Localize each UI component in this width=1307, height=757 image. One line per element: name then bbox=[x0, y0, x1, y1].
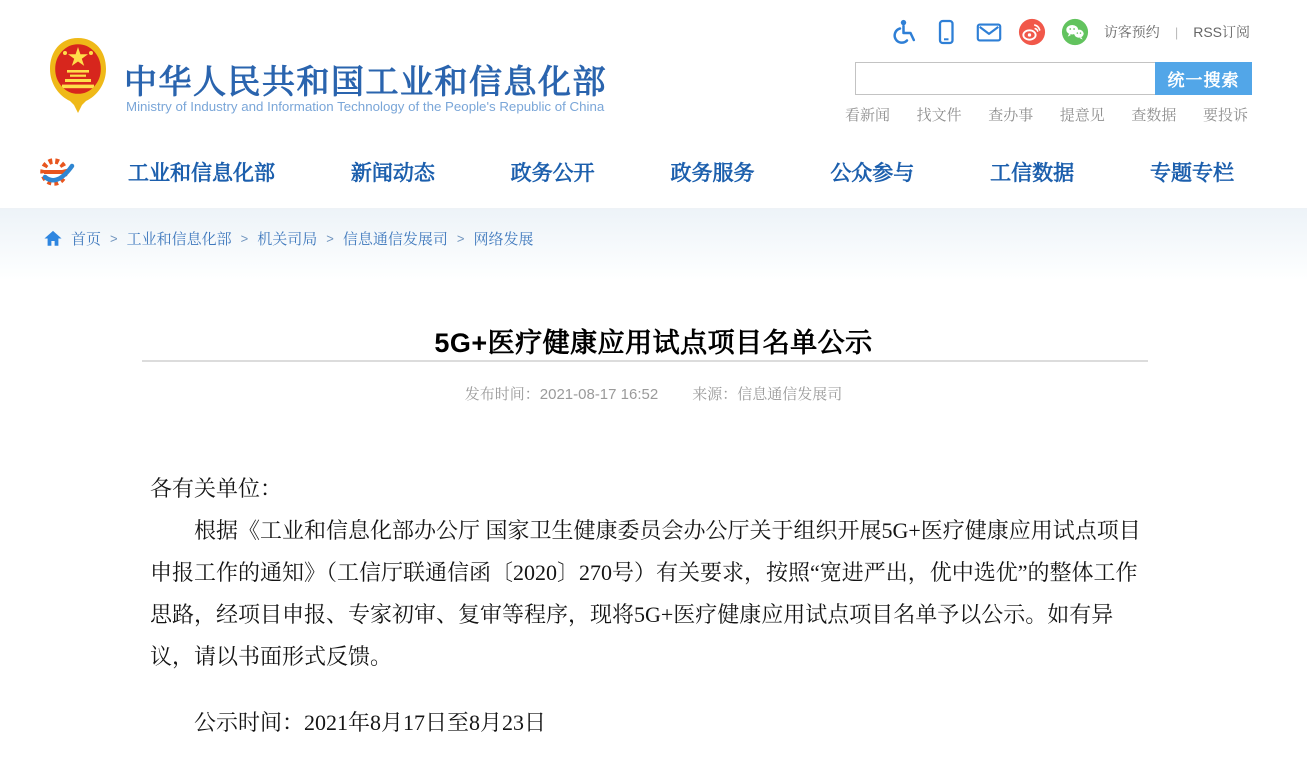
breadcrumb bbox=[44, 228, 533, 249]
breadcrumb-network-development[interactable]: 网络发展 bbox=[473, 231, 534, 248]
visitor-appointment-link[interactable]: 访客预约 bbox=[1103, 24, 1160, 40]
quick-link-news[interactable]: 看新闻 bbox=[845, 107, 891, 124]
search-input[interactable] bbox=[855, 62, 1155, 95]
main-nav bbox=[0, 135, 1307, 209]
article-paragraph-publicity-period: 公示时间：2021年8月17日至8月23日 bbox=[194, 710, 547, 735]
publish-time-label: 发布时间： bbox=[464, 386, 540, 403]
article-paragraph-main: 根据《工业和信息化部办公厅 国家卫生健康委员会办公厅关于组织开展5G+医疗健康应用试点项目申报工作的通知》（工信厅联通信函〔2020〕270号）有关要求，按照“宽进严出，优中选优”的整体工作思路，经项目申报、专家初审、复审等程序，现将5G+医疗健康应用试点项目名单予以公示。如有异议，请以书面形式反馈。 bbox=[150, 518, 1141, 669]
quick-link-suggestions[interactable]: 提意见 bbox=[1059, 107, 1105, 124]
source-value: 信息通信发展司 bbox=[737, 386, 843, 403]
home-icon[interactable] bbox=[44, 230, 62, 247]
search-bar bbox=[855, 62, 1252, 95]
breadcrumb-separator: > bbox=[326, 231, 334, 246]
top-links-divider: | bbox=[1174, 24, 1179, 40]
quick-link-data[interactable]: 查数据 bbox=[1131, 107, 1177, 124]
national-emblem-logo[interactable] bbox=[46, 36, 110, 116]
accessibility-icon[interactable] bbox=[889, 18, 917, 46]
article-title: 5G+医疗健康应用试点项目名单公示 bbox=[434, 328, 873, 359]
mobile-icon[interactable] bbox=[932, 18, 960, 46]
nav-links bbox=[128, 135, 1234, 208]
breadcrumb-info-comm-dept[interactable]: 信息通信发展司 bbox=[342, 231, 448, 248]
article-source bbox=[692, 386, 842, 403]
nav-item-public-participation[interactable]: 公众参与 bbox=[830, 161, 915, 185]
article-body bbox=[150, 468, 1153, 744]
nav-item-special-topics[interactable]: 专题专栏 bbox=[1149, 161, 1234, 185]
nav-item-gov-services[interactable]: 政务服务 bbox=[670, 161, 755, 185]
miit-e-logo-icon bbox=[36, 151, 78, 193]
header-utility-row bbox=[889, 18, 1250, 46]
site-title: 中华人民共和国工业和信息化部 bbox=[124, 63, 607, 100]
article-meta bbox=[0, 383, 1307, 404]
unified-search-button[interactable]: 统一搜索 bbox=[1155, 62, 1252, 95]
source-label: 来源： bbox=[692, 386, 738, 403]
title-divider bbox=[142, 360, 1148, 362]
publish-time-value: 2021-08-17 16:52 bbox=[539, 386, 659, 403]
breadcrumb-home[interactable]: 首页 bbox=[71, 231, 102, 248]
nav-item-miit-data[interactable]: 工信数据 bbox=[990, 161, 1075, 185]
site-header bbox=[0, 0, 1307, 135]
weibo-icon[interactable] bbox=[1018, 18, 1046, 46]
publish-time bbox=[465, 386, 658, 403]
quick-link-services[interactable]: 查办事 bbox=[988, 107, 1034, 124]
site-subtitle-english: Ministry of Industry and Information Technology of the People's Republic of China bbox=[126, 99, 605, 114]
rss-subscribe-link[interactable]: RSS订阅 bbox=[1193, 24, 1250, 40]
nav-item-gov-disclosure[interactable]: 政务公开 bbox=[510, 161, 595, 185]
article-paragraph-salutation: 各有关单位： bbox=[150, 476, 283, 501]
wechat-icon[interactable] bbox=[1061, 18, 1089, 46]
national-emblem-icon bbox=[46, 36, 110, 114]
quick-link-complaints[interactable]: 要投诉 bbox=[1202, 107, 1248, 124]
mail-icon[interactable] bbox=[975, 18, 1003, 46]
breadcrumb-separator: > bbox=[456, 231, 465, 246]
nav-item-news[interactable]: 新闻动态 bbox=[350, 161, 435, 185]
breadcrumb-departments[interactable]: 机关司局 bbox=[257, 231, 318, 248]
breadcrumb-miit[interactable]: 工业和信息化部 bbox=[126, 231, 232, 248]
breadcrumb-separator: > bbox=[240, 231, 249, 246]
nav-item-miit[interactable]: 工业和信息化部 bbox=[128, 161, 275, 185]
breadcrumb-separator: > bbox=[110, 231, 118, 246]
search-quick-links bbox=[845, 104, 1248, 125]
quick-link-documents[interactable]: 找文件 bbox=[916, 107, 962, 124]
